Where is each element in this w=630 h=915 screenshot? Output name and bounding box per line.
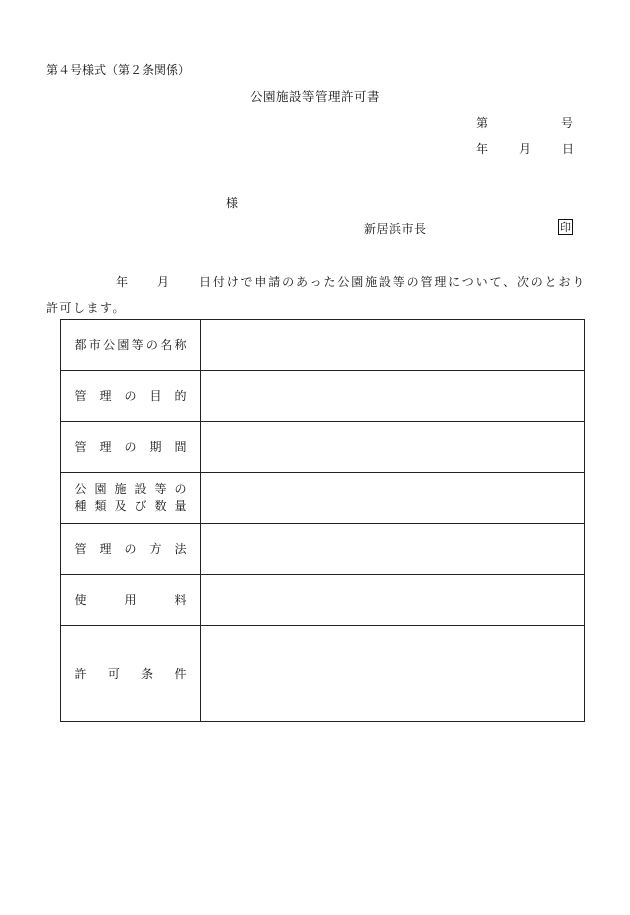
document-title: 公園施設等管理許可書 [249,89,380,104]
issuer-name: 新居浜市長 [364,222,427,236]
management-period-field[interactable] [201,422,584,472]
body-text-line1: 日付けで申請のあった公園施設等の管理について、次のとおり [199,275,587,289]
row-label: 管理の方法 [74,542,187,556]
row-label: 許可条件 [74,666,187,681]
usage-fee-field[interactable] [201,575,584,625]
row-label: 使用料 [74,593,187,607]
date-day-label: 日 [562,142,575,156]
permit-table [60,319,585,722]
table-row [61,626,584,721]
permit-conditions-field[interactable] [201,626,584,721]
body-year-label: 年 [116,275,129,289]
row-label-cell [61,422,201,472]
form-number: 第４号様式（第２条関係） [46,63,191,77]
table-row [61,524,584,575]
doc-number-prefix: 第 [476,116,489,130]
body-month-label: 月 [157,275,170,289]
table-row [61,320,584,371]
date-year-label: 年 [476,142,489,156]
table-row [61,473,584,524]
row-label-cell [61,371,201,421]
row-label-cell [61,473,201,523]
seal-box: 印 [560,220,571,234]
facility-type-quantity-field[interactable] [201,473,584,523]
recipient-honorific: 様 [226,196,239,210]
row-label: 管理の期間 [74,440,187,454]
row-label-cell [61,524,201,574]
doc-number-suffix: 号 [561,116,574,130]
row-label-cell [61,626,201,721]
table-row [61,575,584,626]
body-text-line2: 許可します。 [46,301,127,315]
management-method-field[interactable] [201,524,584,574]
row-label-cell [61,575,201,625]
row-label: 管理の目的 [74,389,187,403]
row-label-line1: 公園施設等の [74,482,187,496]
management-purpose-field[interactable] [201,371,584,421]
row-label: 都市公園等の名称 [74,338,187,352]
park-name-field[interactable] [201,320,584,370]
table-row [61,371,584,422]
table-row [61,422,584,473]
row-label-line2: 種類及び数量 [74,499,187,513]
date-month-label: 月 [519,142,532,156]
row-label-cell [61,320,201,370]
